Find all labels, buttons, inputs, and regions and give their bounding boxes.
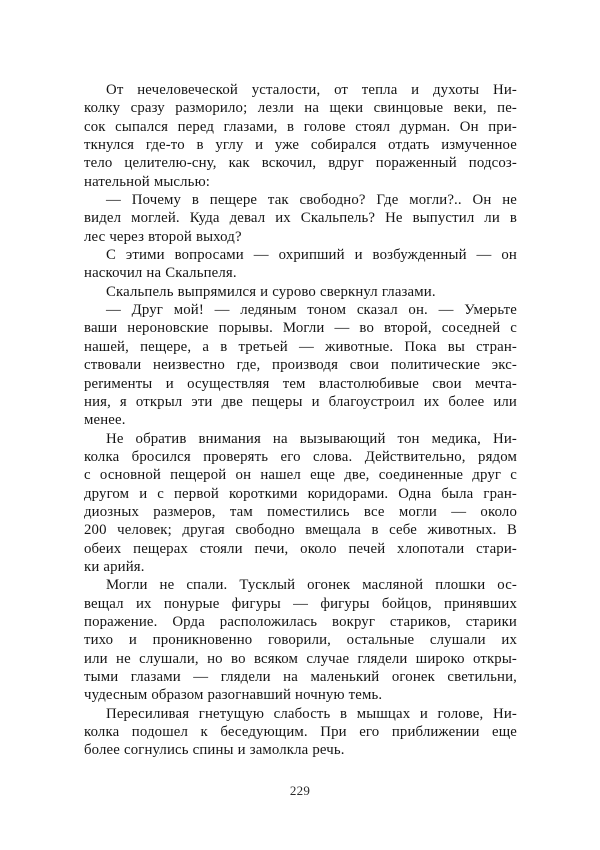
text-line: С этими вопросами — охрипший и возбужденный — он [106, 247, 517, 264]
text-line: колку сразу разморило; лезли на щеки свинцовые веки, пе- [84, 100, 517, 117]
text-line: Могли не спали. Тусклый огонек масляной плошки ос- [106, 577, 517, 594]
text-line: От нечеловеческой усталости, от тепла и духоты Ни- [106, 82, 517, 98]
text-line: тихо и проникновенно говорили, остальные слушали их [84, 632, 517, 649]
text-line: чудесным образом разогнавший ночную темь. [84, 687, 383, 704]
text-line: или не слушали, но во всяком случае глядели широко откры- [84, 650, 517, 667]
text-line: ствовали неизвестно где, производя свои политические экс- [84, 357, 517, 374]
text-line: сок сыпался перед глазами, в голове стоял дурман. Он при- [84, 118, 517, 135]
text-line: тело целителю-сну, как вскочил, вдруг пораженный подсоз- [84, 155, 517, 172]
paragraph [84, 576, 517, 704]
paragraph [84, 430, 517, 577]
paragraph [84, 705, 517, 760]
text-line: ки арийя. [84, 558, 145, 575]
text-line: нательной мыслью: [84, 173, 211, 190]
paragraph [84, 81, 517, 191]
text-line: 200 человек; другая свободно вмещала в себе животных. В [84, 522, 517, 539]
text-line: лес через второй выход? [84, 228, 242, 245]
text-line: другом и с первой короткими коридорами. Одна была гран- [84, 485, 517, 502]
text-line: колка подошел к беседующим. При его приближении еще [84, 724, 517, 741]
text-line: менее. [84, 412, 126, 429]
paragraph [84, 301, 517, 429]
text-line: колка бросился проверять его слова. Действительно, рядом [84, 448, 517, 465]
text-line: с основной пещерой он нашел еще две, соединенные друг с [84, 467, 517, 484]
text-line: — Друг мой! — ледяным тоном сказал он. — Умерьте [106, 302, 517, 319]
text-line: наскочил на Скальпеля. [84, 265, 237, 282]
text-line: — Почему в пещере так свободно? Где могли?.. Он не [106, 192, 517, 209]
text-line: вещал их понурые фигуры — фигуры бойцов, принявших [84, 595, 517, 612]
text-line: ваши нероновские порывы. Могли — во второй, соседней с [84, 320, 517, 337]
text-line: Не обратив внимания на вызывающий тон медика, Ни- [106, 430, 517, 447]
text-line: видел моглей. Куда девал их Скальпель? Не выпустил ли в [84, 210, 517, 227]
text-line: диозных размеров, там поместились все могли — около [84, 503, 517, 520]
text-line: тыми глазами — глядели на маленький огонек светильни, [84, 669, 517, 685]
paragraph [84, 283, 517, 301]
paragraph [84, 191, 517, 246]
page-text-block [84, 81, 517, 760]
text-line: ткнулся где-то в углу и уже собирался отдать измученное [84, 137, 517, 154]
text-line: Пересиливая гнетущую слабость в мышцах и голове, Ни- [106, 705, 517, 722]
text-line: нашей, пещере, а в третьей — животные. Пока вы стран- [84, 338, 517, 355]
paragraph [84, 246, 517, 283]
text-line: поражение. Орда расположилась вокруг стариков, старики [84, 613, 517, 630]
page-number: 229 [289, 783, 311, 798]
text-line: обеих пещерах стояли печи, около печей хлопотали стари- [84, 540, 517, 557]
text-line: perименты и осуществляя тем властолюбивые свои мечта- [84, 375, 517, 392]
text-line: ния, я открыл эти две пещеры и благоустроил их более или [84, 393, 517, 410]
text-line: Скальпель выпрямился и сурово сверкнул глазами. [106, 283, 436, 300]
text-line: более согнулись спины и замолкла речь. [84, 742, 345, 759]
